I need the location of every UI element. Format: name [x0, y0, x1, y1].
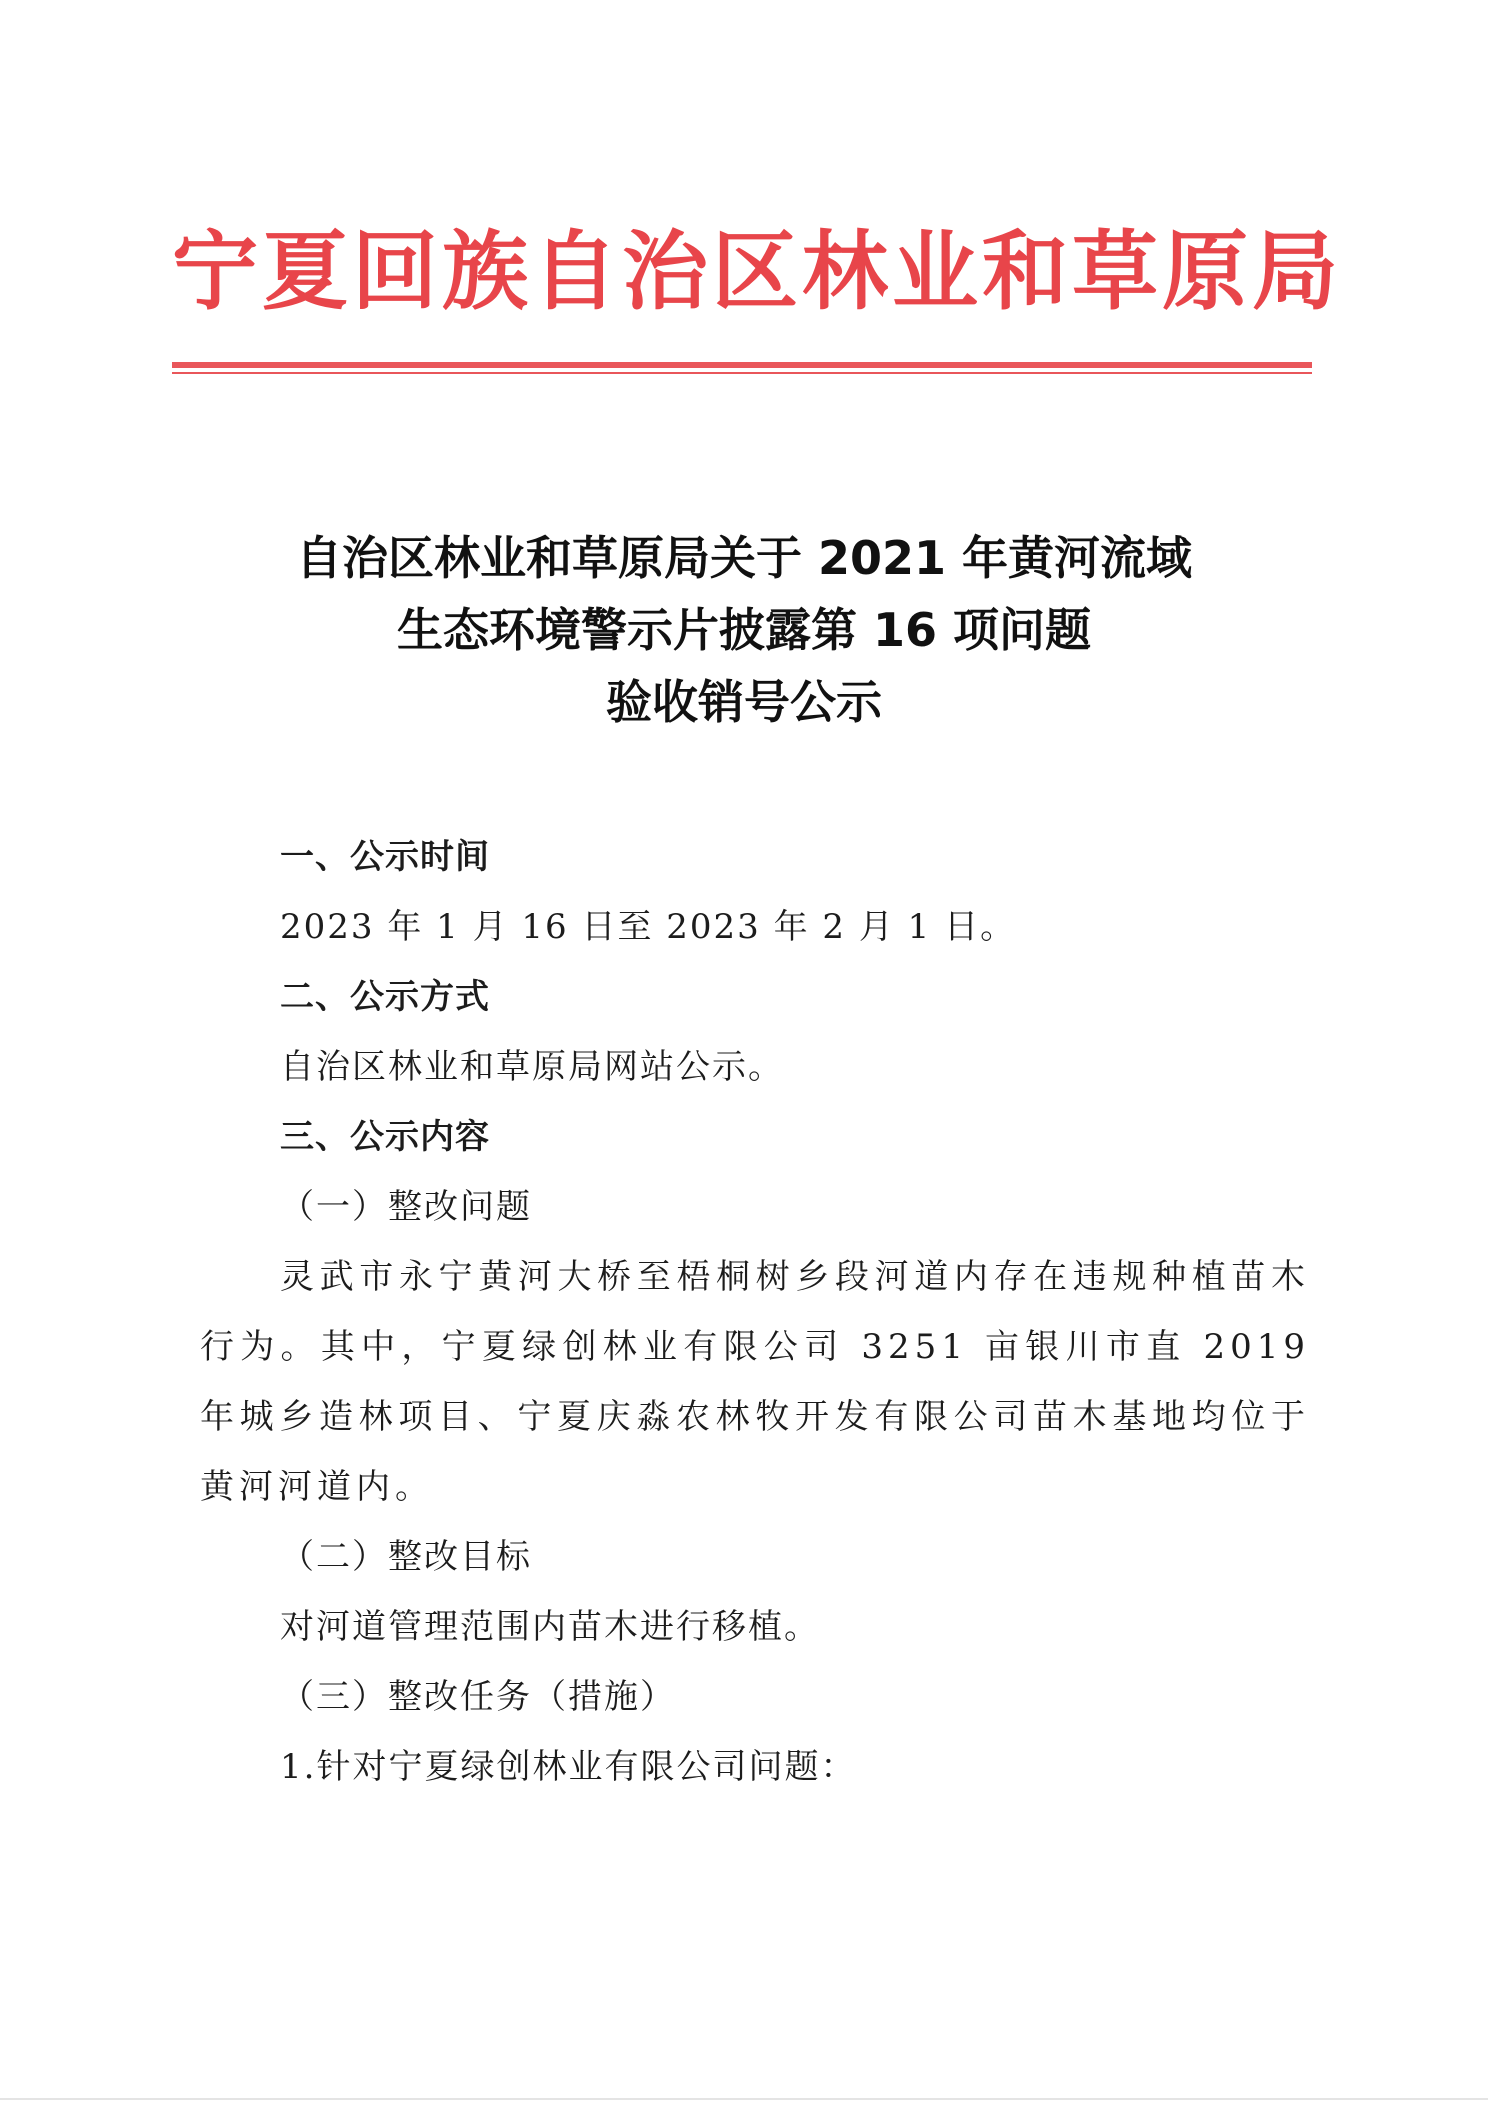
subheading-rectification-issue: （一）整改问题 [280, 1187, 532, 1227]
document-body [200, 822, 1310, 1802]
section-heading-publicity-method: 二、公示方式 [280, 977, 490, 1017]
rectification-task-item-1: 1.针对宁夏绿创林业有限公司问题： [280, 1747, 857, 1787]
letterhead-red-rule-thin [172, 372, 1312, 374]
rectification-issue-text: 灵武市永宁黄河大桥至梧桐树乡段河道内存在违规种植苗木行为。其中，宁夏绿创林业有限公司 3251 亩银川市直 2019 年城乡造林项目、宁夏庆淼农林牧开发有限公司苗木基地均位于黄河河道内。 [200, 1257, 1310, 1507]
subheading-rectification-goal: （二）整改目标 [280, 1537, 532, 1577]
page-bottom-edge [0, 2098, 1488, 2100]
document-title [150, 522, 1338, 738]
publicity-method-text: 自治区林业和草原局网站公示。 [280, 1047, 784, 1087]
publicity-time-text: 2023 年 1 月 16 日至 2023 年 2 月 1 日。 [280, 907, 1017, 947]
letterhead-red-rule-thick [172, 362, 1312, 368]
title-line-2: 生态环境警示片披露第 16 项问题 [396, 603, 1092, 657]
title-line-1: 自治区林业和草原局关于 2021 年黄河流域 [295, 531, 1193, 585]
rectification-goal-text: 对河道管理范围内苗木进行移植。 [280, 1607, 820, 1647]
title-line-3: 验收销号公示 [606, 675, 882, 729]
section-heading-publicity-time: 一、公示时间 [280, 837, 490, 877]
section-heading-publicity-content: 三、公示内容 [280, 1117, 490, 1157]
subheading-rectification-tasks: （三）整改任务（措施） [280, 1677, 676, 1717]
letterhead-org-name: 宁夏回族自治区林业和草原局 [172, 222, 1342, 322]
